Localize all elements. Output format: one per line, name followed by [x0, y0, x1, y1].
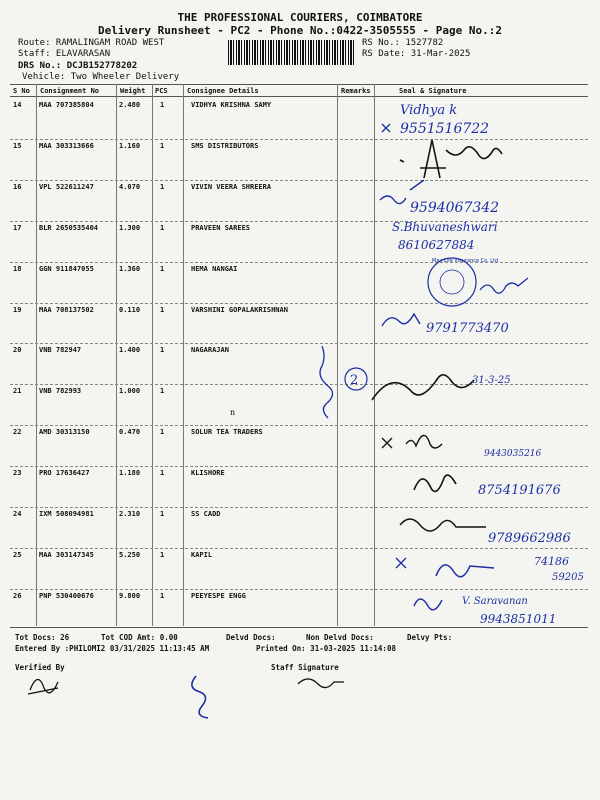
cell-consignment-no: PNP 530400676 — [39, 591, 94, 600]
row-divider — [10, 589, 588, 590]
signature-scribble — [400, 140, 502, 178]
signature-scribble — [380, 180, 424, 204]
cell-consignment-no: VNB 782947 — [39, 346, 82, 355]
cell-pcs: 1 — [160, 305, 165, 314]
table-bottom-rule — [10, 627, 588, 628]
drs-number: DRS No.: DCJB152778202 — [18, 61, 138, 71]
handwritten-phone: 8754191676 — [478, 483, 561, 498]
staff-signature-label: Staff Signature — [271, 663, 339, 672]
cell-weight: 5.250 — [119, 550, 141, 559]
cell-consignee: VIVIN VEERA SHREERA — [191, 182, 272, 191]
column-divider — [183, 84, 184, 626]
cell-sno: 17 — [13, 223, 22, 232]
cell-pcs: 1 — [160, 182, 165, 191]
col-header-sno: S No — [13, 87, 30, 95]
signature-scribble — [436, 565, 494, 577]
signature-scribble — [382, 314, 420, 326]
cell-consignee: PRAVEEN SAREES — [191, 223, 251, 232]
cell-pcs: 1 — [160, 510, 165, 518]
cell-pcs: 1 — [160, 141, 165, 150]
signature-scribble — [414, 475, 456, 491]
row-divider — [10, 139, 588, 140]
col-header-remarks: Remarks — [341, 87, 371, 95]
cross-mark — [382, 438, 392, 448]
cell-pcs: 1 — [160, 264, 165, 273]
cell-consignee: KLISHORE — [191, 469, 225, 478]
barcode — [228, 40, 356, 65]
cell-consignment-no: MAA 707385804 — [39, 101, 94, 109]
handwritten-phone: 9443035216 — [484, 449, 542, 459]
col-header-consignment: Consignment No — [40, 87, 100, 95]
cell-consignee: SOLUR TEA TRADERS — [191, 428, 263, 437]
signature-scribble — [406, 435, 442, 448]
handwritten-number: 59205 — [552, 572, 584, 583]
handwritten-phone: 8610627884 — [398, 238, 475, 252]
row-divider — [10, 425, 588, 426]
cell-pcs: 1 — [160, 428, 165, 437]
cell-consignment-no: MAA 708137502 — [39, 305, 94, 314]
header-bottom-rule — [10, 96, 588, 97]
signature-scribble — [480, 278, 528, 293]
handwritten-phone: 9594067342 — [410, 200, 500, 216]
cell-weight: 4.070 — [119, 182, 141, 191]
staff-label: Staff: ELAVARASAN — [18, 49, 111, 59]
cell-pcs: 1 — [160, 387, 165, 396]
total-docs: Tot Docs: 26 — [15, 633, 70, 642]
cell-consignment-no: MAA 303313666 — [39, 141, 94, 150]
handwritten-phone: 9791773470 — [426, 321, 509, 336]
circled-number-text: 2 — [350, 373, 359, 388]
cell-consignment-no: PRO 17636427 — [39, 469, 90, 478]
col-header-weight: Weight — [120, 87, 146, 95]
row-divider — [10, 221, 588, 222]
cell-consignee: PEEYESPE ENGG — [191, 591, 246, 600]
cell-sno: 19 — [13, 305, 22, 314]
cell-weight: 1.000 — [119, 387, 141, 396]
cell-consignee: VARSHINI GOPALAKRISHNAN — [191, 305, 288, 314]
seal-text: Max Life Insurance Co. Ltd — [432, 258, 499, 264]
runsheet-subtitle: Delivery Runsheet - PC2 - Phone No.:0422-3505555 - Page No.:2 — [98, 24, 502, 37]
rs-number: RS No.: 1527782 — [362, 38, 444, 48]
cell-sno: 23 — [13, 469, 22, 478]
staff-signature — [298, 679, 344, 688]
row-divider — [10, 180, 588, 181]
cell-sno: 18 — [13, 264, 22, 273]
cell-weight: 0.110 — [119, 305, 141, 314]
col-header-consignee: Consignee Details — [187, 87, 259, 95]
cross-mark — [396, 558, 406, 568]
signature-scribble — [414, 599, 442, 610]
cell-sno: 24 — [13, 510, 22, 518]
signature-scribble — [400, 519, 486, 531]
handwritten-phone: 9789662986 — [488, 531, 571, 546]
cell-consignment-no: IXM 508094981 — [39, 510, 94, 518]
signature-scribble — [372, 375, 474, 400]
cell-weight: 0.470 — [119, 428, 141, 437]
cell-weight: 2.310 — [119, 510, 141, 518]
company-title: THE PROFESSIONAL COURIERS, COIMBATORE — [177, 11, 423, 24]
cell-pcs: 1 — [160, 101, 165, 109]
verifier-signature — [28, 679, 58, 694]
cell-consignment-no: GGN 911847055 — [39, 264, 94, 273]
column-divider — [36, 84, 37, 626]
cell-weight: 9.800 — [119, 591, 141, 600]
cell-weight: 1.400 — [119, 346, 141, 355]
cell-consignee: SS CADD — [191, 510, 221, 518]
table-top-rule — [10, 84, 588, 85]
cell-weight: 1.300 — [119, 223, 141, 232]
handwritten-number: 74186 — [534, 555, 569, 568]
cell-consignee: SMS DISTRIBUTORS — [191, 141, 259, 150]
cell-sno: 21 — [13, 387, 22, 396]
cell-weight: 1.180 — [119, 469, 141, 478]
handwritten-mark — [192, 676, 208, 718]
cell-consignee: NAGARAJAN — [191, 346, 229, 355]
cell-consignee: HEMA NANGAI — [191, 264, 238, 273]
cell-pcs: 1 — [160, 591, 165, 600]
rs-date: RS Date: 31-Mar-2025 — [362, 49, 471, 59]
cell-sno: 26 — [13, 591, 22, 600]
stray-mark: n — [230, 408, 236, 417]
row-divider — [10, 384, 588, 385]
entered-by: Entered By :PHILOMI2 03/31/2025 11:13:45 AM — [15, 644, 210, 653]
printed-on: Printed On: 31-03-2025 11:14:08 — [256, 644, 396, 653]
handwritten-date: 31-3-25 — [472, 375, 511, 386]
cell-weight: 1.160 — [119, 141, 141, 150]
company-seal-inner — [440, 270, 464, 294]
delivered-docs: Delvd Docs: — [226, 633, 276, 642]
row-divider — [10, 507, 588, 508]
delivery-points: Delvy Pts: — [407, 633, 453, 642]
cell-sno: 15 — [13, 141, 22, 150]
column-divider — [116, 84, 117, 626]
column-divider — [152, 84, 153, 626]
cell-consignment-no: AMD 30313150 — [39, 428, 90, 437]
handwritten-name: Vidhya k — [400, 103, 458, 118]
verified-by-label: Verified By — [15, 663, 65, 672]
cell-sno: 16 — [13, 182, 22, 191]
handwritten-phone: 9943851011 — [480, 612, 557, 626]
route-label: Route: RAMALINGAM ROAD WEST — [18, 38, 165, 48]
row-divider — [10, 303, 588, 304]
cell-pcs: 1 — [160, 223, 165, 232]
cell-consignment-no: BLR 2650535404 — [39, 223, 99, 232]
cell-sno: 22 — [13, 428, 22, 437]
column-divider — [374, 84, 375, 626]
non-delivered-docs: Non Delvd Docs: — [306, 633, 374, 642]
col-header-signature: Seal & Signature — [399, 87, 467, 95]
row-divider — [10, 548, 588, 549]
row-divider — [10, 262, 588, 263]
column-divider — [337, 84, 338, 626]
cell-weight: 1.360 — [119, 264, 141, 273]
vehicle-label: Vehicle: Two Wheeler Delivery — [22, 72, 180, 82]
cell-sno: 25 — [13, 550, 22, 559]
circled-number — [345, 368, 367, 390]
cell-consignment-no: VPL 522611247 — [39, 182, 94, 191]
cell-consignee: KAPIL — [191, 550, 213, 559]
handwritten-name: S.Bhuvaneshwari — [392, 220, 498, 234]
bracket-mark — [320, 346, 333, 418]
row-divider — [10, 343, 588, 344]
col-header-pcs: PCS — [155, 87, 168, 95]
company-seal — [428, 258, 476, 306]
cell-pcs: 1 — [160, 346, 165, 355]
cell-consignment-no: MAA 303147345 — [39, 550, 94, 559]
cell-consignee: VIDHYA KRISHNA SAMY — [191, 101, 272, 109]
cell-pcs: 1 — [160, 469, 165, 478]
cell-consignment-no: VNB 782993 — [39, 387, 82, 396]
handwritten-name: V. Saravanan — [462, 596, 528, 607]
row-divider — [10, 466, 588, 467]
cell-weight: 2.480 — [119, 101, 141, 109]
total-cod-amount: Tot COD Amt: 0.00 — [101, 633, 178, 642]
cell-sno: 14 — [13, 101, 22, 109]
handwritten-phone: 9551516722 — [400, 121, 490, 137]
cell-sno: 20 — [13, 346, 22, 355]
cross-mark — [382, 124, 390, 132]
cell-pcs: 1 — [160, 550, 165, 559]
